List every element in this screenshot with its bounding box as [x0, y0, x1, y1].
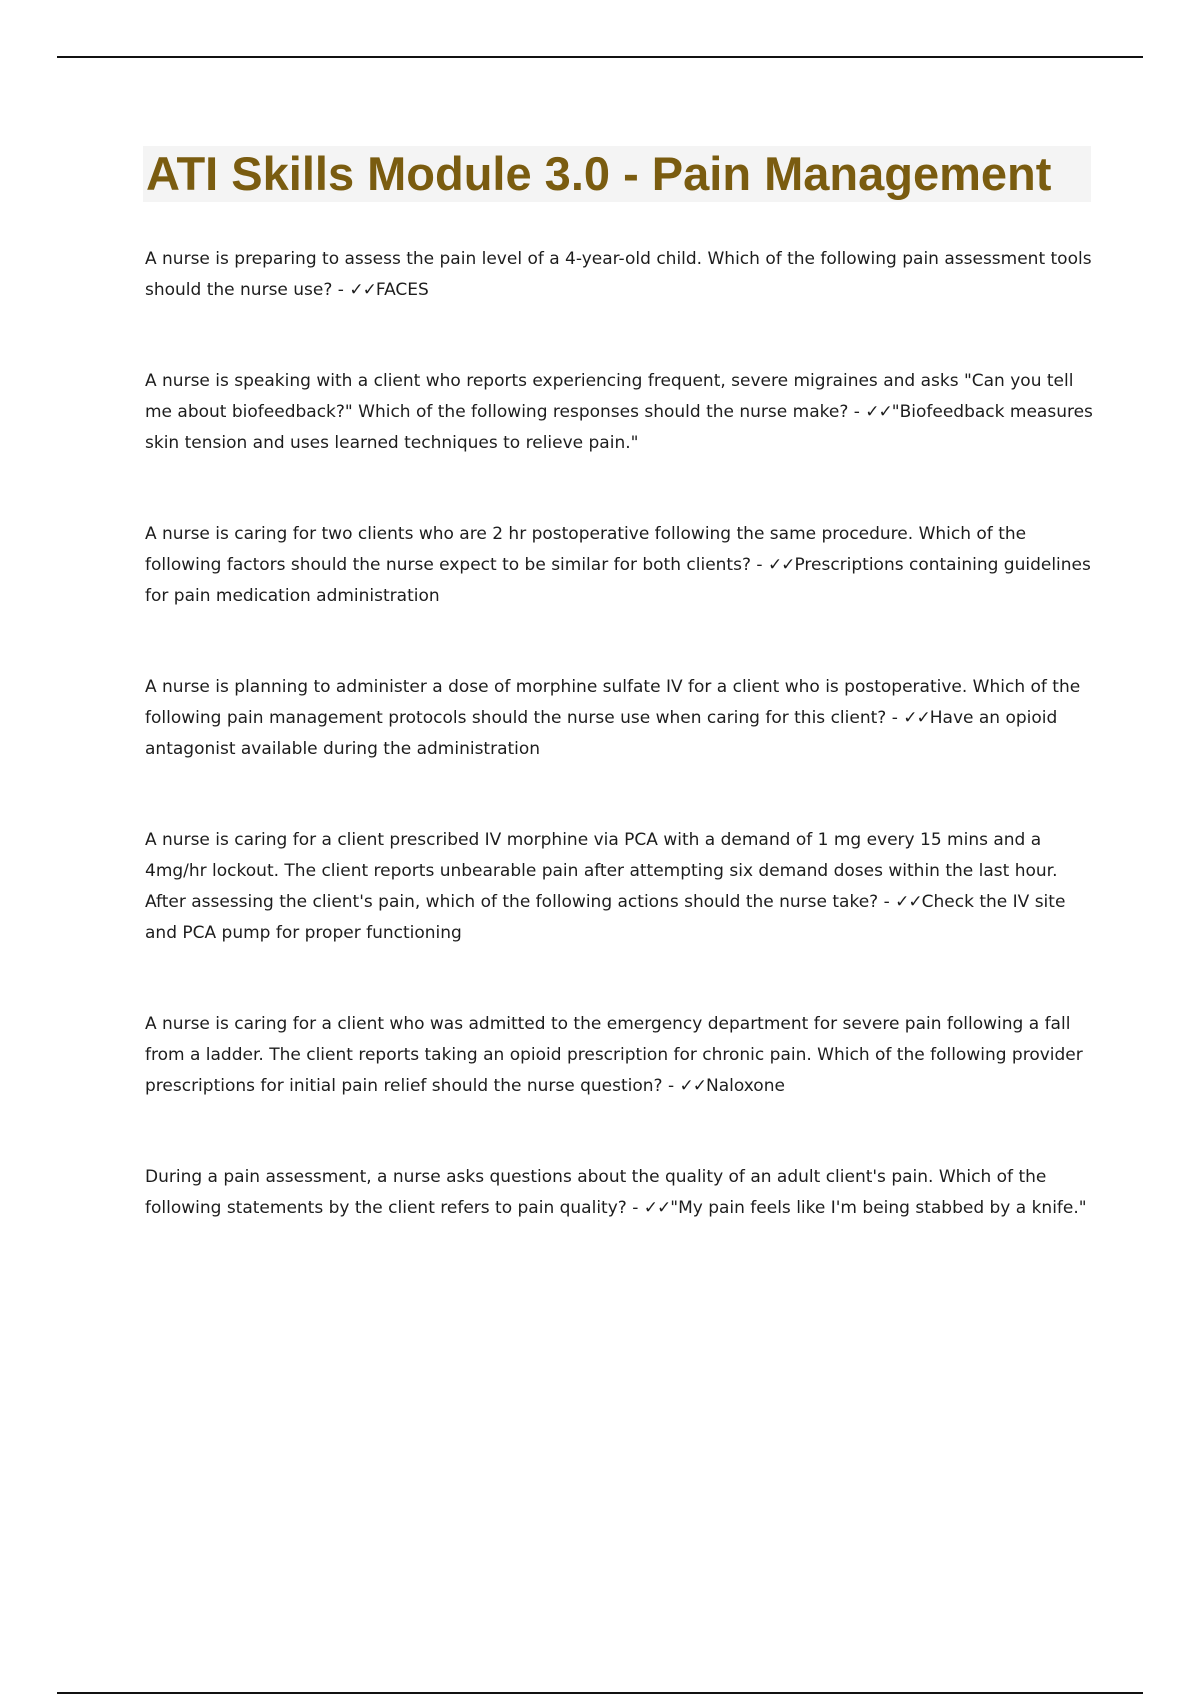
answer-text: Prescriptions containing guidelines for pain medication administration [145, 555, 1091, 606]
double-check-icon: ✓✓ [903, 708, 930, 728]
separator: - [332, 280, 350, 300]
bottom-divider [57, 1692, 1143, 1694]
double-check-icon: ✓✓ [679, 1076, 707, 1096]
top-divider [57, 56, 1143, 58]
qa-item-7 [145, 1162, 1097, 1224]
qa-item-4 [145, 672, 1097, 765]
separator: - [878, 892, 896, 912]
answer-text: "My pain feels like I'm being stabbed by a knife." [670, 1198, 1087, 1218]
double-check-icon: ✓✓ [349, 280, 376, 300]
question-text: A nurse is caring for a client who was admitted to the emergency department for severe pain following a fall from a ladder. The client reports taking an opioid prescription for chronic pain. Which of the following provider prescriptions for initial pain relief should the nurse question? [145, 1014, 1083, 1096]
question-text: During a pain assessment, a nurse asks questions about the quality of an adult client's pain. Which of the following statements by the client refers to pain quality? [145, 1167, 1047, 1218]
separator: - [848, 402, 866, 422]
answer-text: "Biofeedback measures skin tension and uses learned techniques to relieve pain." [145, 402, 1093, 453]
qa-item-6 [145, 1009, 1097, 1102]
question-text: A nurse is planning to administer a dose of morphine sulfate IV for a client who is postoperative. Which of the following pain management protocols should the nurse use when caring for this client? [145, 677, 1081, 728]
answer-text: Have an opioid antagonist available during the administration [145, 708, 1058, 759]
question-text: A nurse is speaking with a client who reports experiencing frequent, severe migraines and asks "Can you tell me about biofeedback?" Which of the following responses should the nurse make? [145, 371, 1074, 422]
separator: - [662, 1076, 680, 1096]
double-check-icon: ✓✓ [895, 892, 922, 912]
qa-item-2 [145, 366, 1097, 459]
double-check-icon: ✓✓ [643, 1198, 671, 1218]
qa-item-1 [145, 244, 1097, 306]
question-text: A nurse is preparing to assess the pain level of a 4-year-old child. Which of the following pain assessment tools should the nurse use? [145, 249, 1092, 300]
double-check-icon: ✓✓ [865, 402, 892, 422]
question-list [145, 244, 1097, 1284]
question-text: A nurse is caring for a client prescribed IV morphine via PCA with a demand of 1 mg every 15 mins and a 4mg/hr lockout. The client reports unbearable pain after attempting six demand doses within the last hour. After assessing the client's pain, which of the following actions should the nurse take? [145, 830, 1058, 912]
question-text: A nurse is caring for two clients who are 2 hr postoperative following the same procedure. Which of the following factors should the nurse expect to be similar for both clients? [145, 524, 1027, 575]
separator: - [750, 555, 768, 575]
qa-item-3 [145, 519, 1097, 612]
answer-text: Check the IV site and PCA pump for proper functioning [145, 892, 1066, 943]
page-title: ATI Skills Module 3.0 - Pain Management [146, 147, 1052, 200]
answer-text: Naloxone [706, 1076, 785, 1096]
qa-item-5 [145, 825, 1097, 949]
answer-text: FACES [375, 280, 429, 300]
double-check-icon: ✓✓ [767, 555, 795, 575]
separator: - [626, 1198, 644, 1218]
separator: - [886, 708, 904, 728]
